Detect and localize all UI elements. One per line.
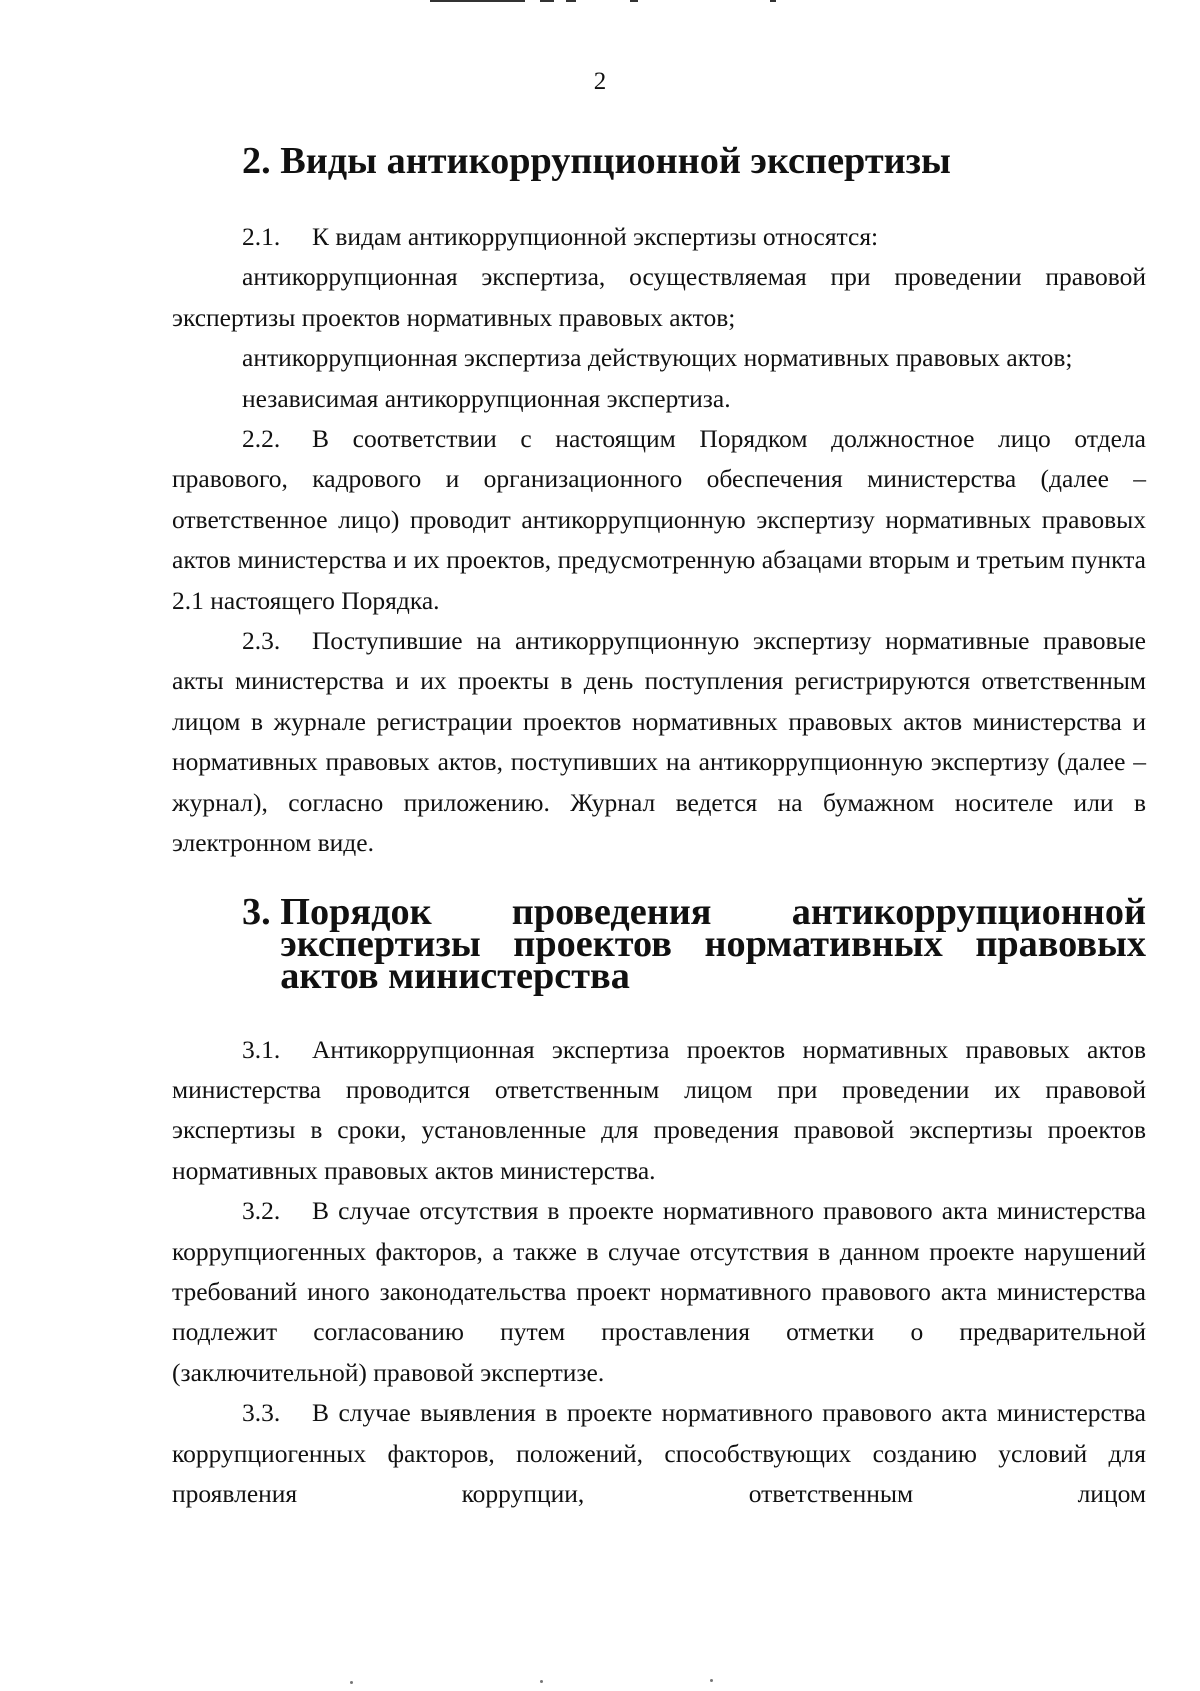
paragraph-2-3 [172,621,1146,863]
paragraph-3-3 [172,1393,1146,1514]
heading-text: Порядок проведения антикоррупционной экспертизы проектов нормативных правовых актов министерства [280,890,1146,997]
paragraph-2-1-item-1 [172,257,1146,338]
paragraph-text: В случае отсутствия в проекте нормативного правового акта министерства коррупциогенных факторов, а также в случае отсутствия в данном проекте нарушений требований иного законодательства проект нормативного правового акта министерства подлежит согласованию путем проставления отметки о предварительной (заключительной) правовой экспертизе. [172,1196,1146,1387]
paragraph-3-2 [172,1191,1146,1393]
scan-artifact-top [430,0,790,3]
paragraph-text: антикоррупционная экспертиза действующих нормативных правовых актов; [242,343,1073,373]
paragraph-text: антикоррупционная экспертиза, осуществляемая при проведении правовой экспертизы проектов нормативных правовых актов; [172,262,1146,332]
section-2-heading: 2. Виды антикоррупционной экспертизы [242,140,951,182]
page-number: 2 [593,68,607,95]
section-3-heading [172,890,1146,997]
paragraph-text: Антикоррупционная экспертиза проектов нормативных правовых актов министерства проводится ответственным лицом при проведении их правовой экспертизы в сроки, установленные для проведения правовой экспертизы проектов нормативных правовых актов министерства. [172,1034,1146,1185]
paragraph-2-1-item-3 [172,379,1146,419]
paragraph-number: 3.2. [242,1196,281,1226]
paragraph-text: В соответствии с настоящим Порядком должностное лицо отдела правового, кадрового и организационного обеспечения министерства (далее – ответственное лицо) проводит антикоррупционную экспертизу нормативных правовых актов министерства и их проектов, предусмотренную абзацами вторым и третьим пункта 2.1 настоящего Порядка. [172,424,1146,615]
paragraph-2-2 [172,419,1146,621]
paragraph-3-1 [172,1030,1146,1192]
paragraph-number: 3.1. [242,1034,281,1064]
paragraph-2-1-item-2 [172,338,1146,378]
paragraph-text: К видам антикоррупционной экспертизы относятся: [312,222,879,251]
paragraph-text: Поступившие на антикоррупционную экспертизу нормативные правовые акты министерства и их проекты в день поступления регистрируются ответственным лицом в журнале регистрации проектов нормативных правовых актов министерства и нормативных правовых актов, поступивших на антикоррупционную экспертизу (далее – журнал), согласно приложению. Журнал ведется на бумажном носителе или в электронном виде. [172,626,1146,858]
paragraph-number: 2.2. [242,424,281,454]
paragraph-2-1 [172,217,1146,257]
scan-artifact-bottom [340,1679,760,1685]
paragraph-number: 3.3. [242,1398,281,1428]
section-2-body [172,217,1146,864]
section-3-body [172,1030,1146,1515]
paragraph-number: 2.3. [242,626,281,656]
paragraph-number: 2.1. [242,222,281,251]
heading-number: 3. [242,890,281,933]
paragraph-text: В случае выявления в проекте нормативного правового акта министерства коррупциогенных факторов, положений, способствующих созданию условий для проявления коррупции, ответственным лицом [172,1398,1146,1508]
paragraph-text: независимая антикоррупционная экспертиза. [242,383,731,413]
document-body [172,140,1146,1514]
